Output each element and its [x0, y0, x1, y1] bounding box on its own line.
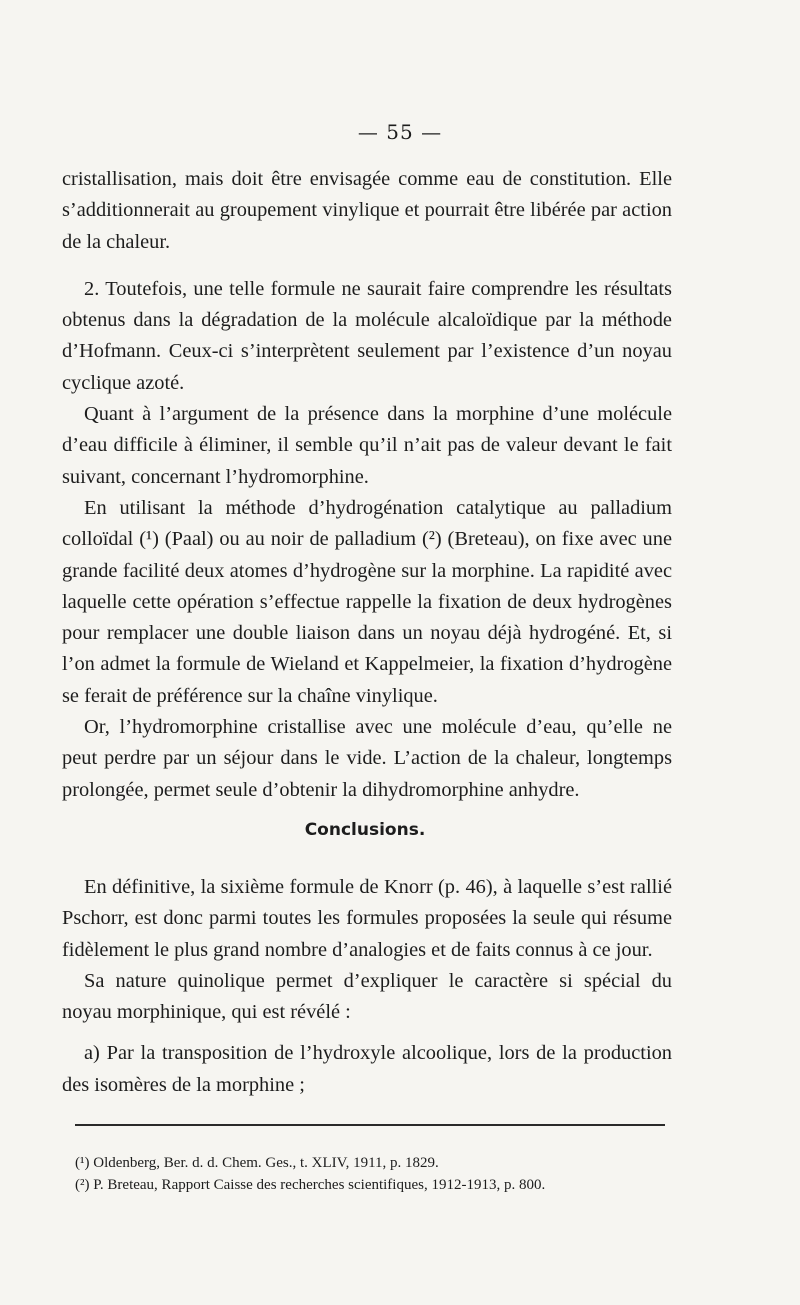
footnote-divider [75, 1124, 665, 1126]
paragraph-hydrogenation: En utilisant la méthode d’hydrogénation catalytique au palladium colloïdal (¹) (Paal) ou au noir de palladium (²) (Breteau), on fixe avec une grande facilité deux atomes d’hydrogène sur la morphine. La rapidité avec laquelle cette opération s’effectue rappelle la fixation de deux hydrogènes pour remplacer une double liaison dans un noyau déjà hydrogéné. Et, si l’on admet la formule de Wieland et Kappelmeier, la fixation d’hydrogène se ferait de préférence sur la chaîne vinylique. [62, 496, 672, 707]
paragraph-hydromorphine: Or, l’hydromorphine cristallise avec une molécule d’eau, qu’elle ne peut perdre par un séjour dans le vide. L’action de la chaleur, longtemps prolongée, permet seule d’obtenir la dihydromorphine anhydre. [62, 716, 672, 801]
paragraph-point-a: a) Par la transposition de l’hydroxyle alcoolique, lors de la production des isomères de la morphine ; [62, 1042, 672, 1096]
section-heading: Conclusions. [304, 820, 426, 840]
paragraph-point-2: 2. Toutefois, une telle formule ne saurait faire comprendre les résultats obtenus dans la dégradation de la molécule alcaloïdique par la méthode d’Hofmann. Ceux-ci s’interprètent seulement par l’existence d’un noyau cyclique azoté. [62, 277, 672, 394]
footnote-2: (²) P. Breteau, Rapport Caisse des recherches scientifiques, 1912-1913, p. 800. [75, 1177, 546, 1193]
paragraph-definitive: En définitive, la sixième formule de Knorr (p. 46), à laquelle s’est rallié Pschorr, est donc parmi toutes les formules proposées la seule qui résume fidèlement le plus grand nombre d’analogies et de faits connus à ce jour. [62, 876, 672, 961]
page-number: — 55 — [357, 120, 443, 144]
footnote-1: (¹) Oldenberg, Ber. d. d. Chem. Ges., t. XLIV, 1911, p. 1829. [75, 1155, 439, 1171]
body-text [62, 164, 672, 806]
paragraph-water-argument: Quant à l’argument de la présence dans la morphine d’une molécule d’eau difficile à éliminer, il semble qu’il n’ait pas de valeur devant le fait suivant, concernant l’hydromorphine. [62, 403, 672, 488]
paragraph-quinolic-nature: Sa nature quinolique permet d’expliquer le caractère si spécial du noyau morphinique, qui est révélé : [62, 969, 672, 1024]
footnotes [75, 1152, 685, 1196]
conclusions-text [62, 872, 672, 1101]
paragraph-continuation: cristallisation, mais doit être envisagée comme eau de constitution. Elle s’additionnerait au groupement vinylique et pourrait être libérée par action de la chaleur. [62, 168, 672, 253]
